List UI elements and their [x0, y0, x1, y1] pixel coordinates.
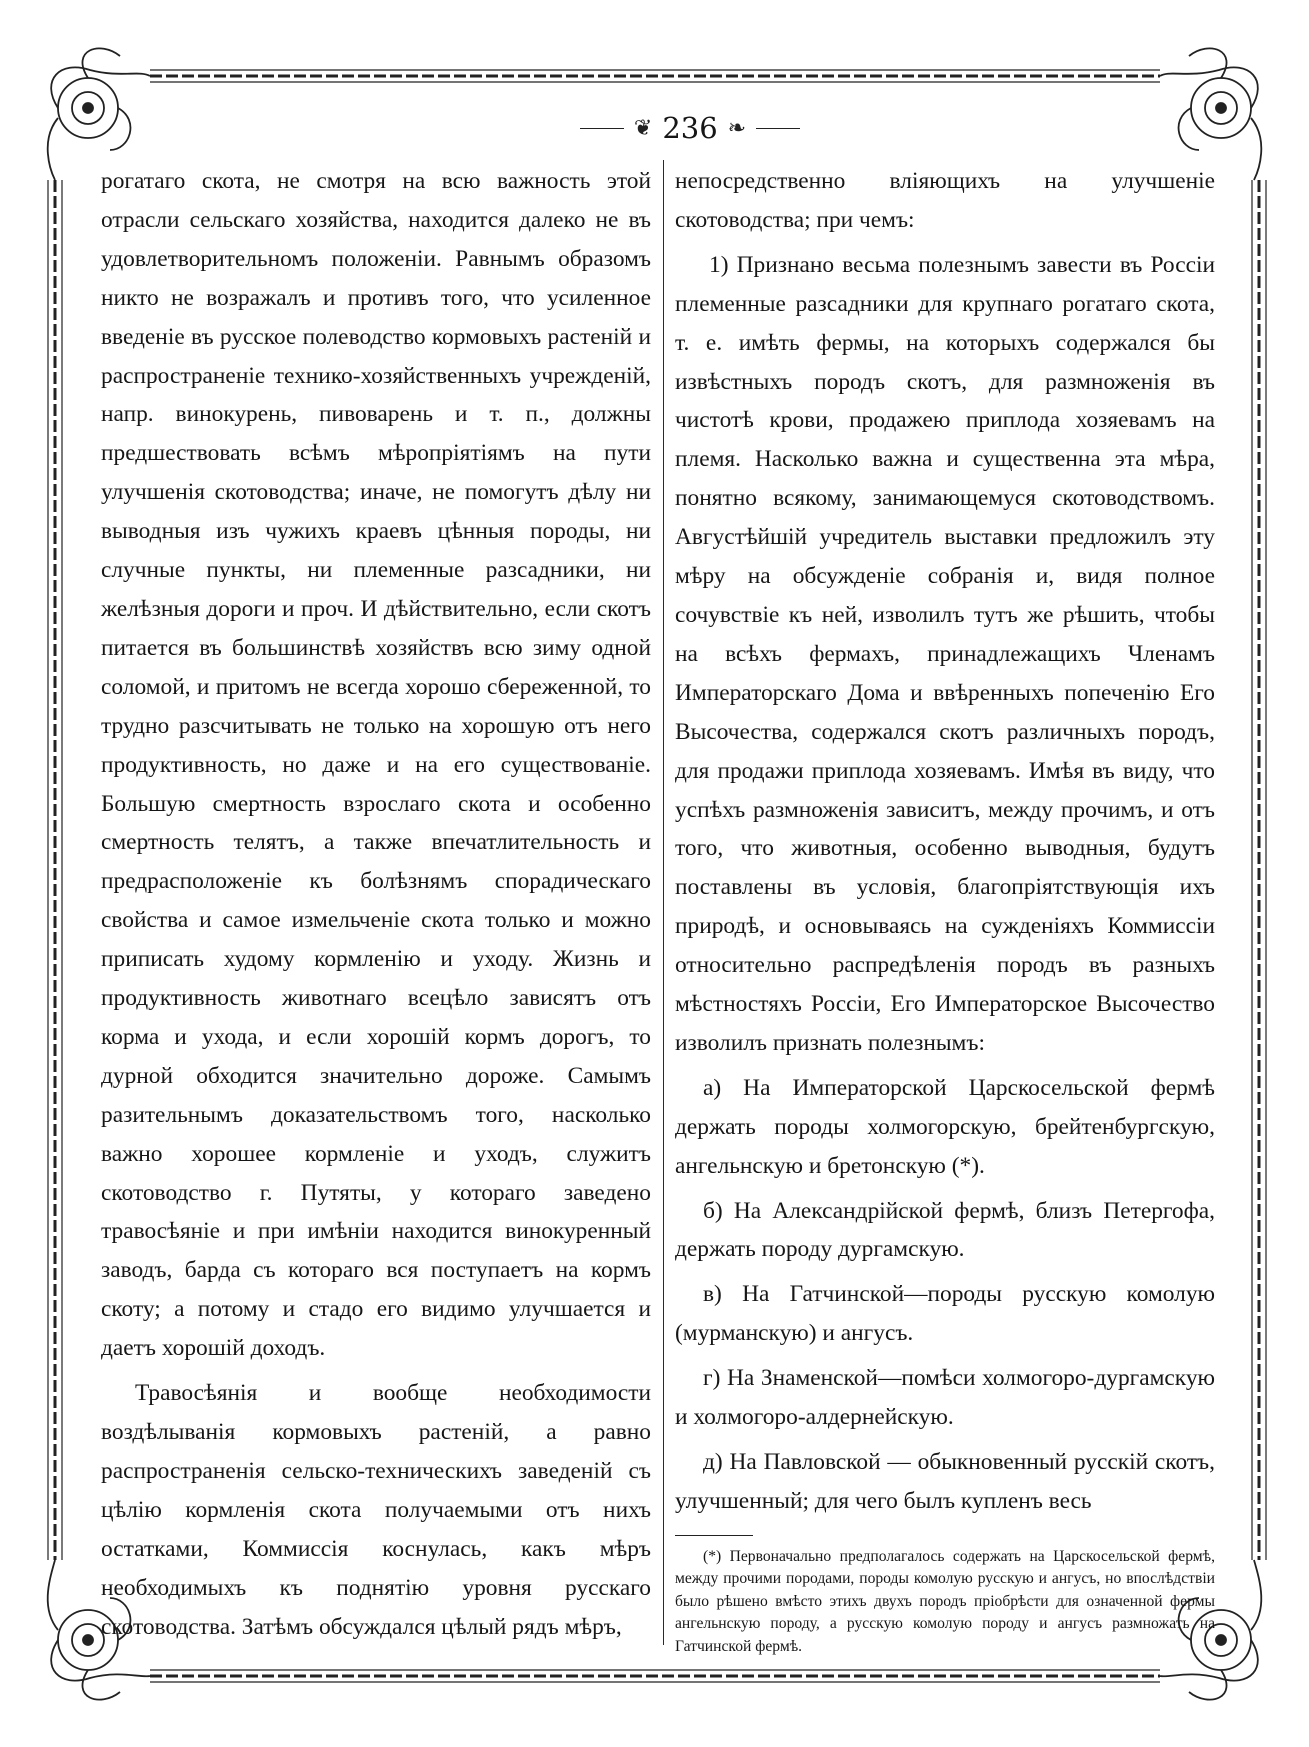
page-number: 236: [662, 111, 718, 145]
page-header: [540, 108, 840, 148]
fleuron-right-icon: ❧: [727, 115, 747, 141]
right-column: [675, 162, 1215, 1655]
right-intro: непосредственно вліяющихъ на улучшеніе скотоводства; при чемъ:: [675, 168, 1215, 233]
left-column: [101, 162, 651, 1642]
corner-ornament-top-left: [48, 48, 150, 180]
footnote: (*) Первоначально предполагалось содержать на Царскосельской фермѣ, между прочими породами, породы комолую русскую и ангусъ, но впослѣдствіи было рѣшено вмѣсто этихъ двухъ породъ пріобрѣсти для означенной фермы ангельнскую породу, а русскую комолую породу и ангусъ размножать на Гатчинской фермѣ.: [675, 1547, 1215, 1655]
footnote-rule: [675, 1535, 753, 1536]
list-item-a: а) На Императорской Царскосельской фермѣ держать породы холмогорскую, брейтенбургскую, ангельнскую и бретонскую (*).: [675, 1074, 1215, 1179]
left-paragraph-2: Травосѣянія и вообще необходимости воздѣлыванія кормовыхъ растеній, а равно распространенія сельско-техническихъ заведеній съ цѣлію кормленія скота получаемыми отъ нихъ остатками, Коммиссія коснулась, какъ мѣръ необходимыхъ къ поднятію уровня русскаго скотоводства. Затѣмъ обсуждался цѣлый рядъ мѣръ,: [101, 1380, 651, 1640]
list-item-b: б) На Александрійской фермѣ, близъ Петергофа, держать породу дургамскую.: [675, 1197, 1215, 1263]
left-paragraph-1: рогатаго скота, не смотря на всю важность этой отрасли сельскаго хозяйства, находится далеко не въ удовлетворительномъ положеніи. Равнымъ образомъ никто не возражалъ и противъ того, что усиленное введеніе въ русское полеводство кормовыхъ растеній и распространеніе технико-хозяйственныхъ учрежденій, напр. винокурень, пивоварень и т. п., должны предшествовать всѣмъ мѣропріятіямъ на пути улучшенія скотоводства; иначе, не помогутъ дѣлу ни выводныя изъ чужихъ краевъ цѣнныя породы, ни случные пункты, ни племенные разсадники, ни желѣзныя дороги и проч. И дѣйствительно, если скотъ питается въ большинствѣ хозяйствъ всю зиму одной соломой, и притомъ не всегда хорошо сбереженной, то трудно разсчитывать не только на хорошую отъ него продуктивность, но даже и на его существованіе. Большую смертность взрослаго скота и особенно смертность телятъ, а также впечатлительность и предрасположеніе къ болѣзнямъ спорадическаго свойства и самое измельченіе скота только и можно приписать худому кормленію и уходу. Жизнь и продуктивность животнаго всецѣло зависятъ отъ корма и ухода, и если хорошій кормъ дорогъ, то дурной обходится значительно дороже. Самымъ разительнымъ доказательствомъ того, насколько важно хорошее кормленіе и уходъ, служитъ скотоводство г. Путяты, у котораго заведено травосѣяніе и при имѣніи находится винокуренный заводъ, барда съ котораго вся поступаетъ на кормъ скоту; а потому и стадо его видимо улучшается и даетъ хорошій доходъ.: [101, 168, 651, 1362]
header-rule-left: [580, 128, 624, 129]
column-divider: [663, 160, 664, 1645]
fleuron-left-icon: ❦: [633, 115, 653, 141]
list-item-g: г) На Знаменской—помѣси холмогоро-дургамскую и холмогоро-алдернейскую.: [675, 1365, 1215, 1431]
list-item-d: д) На Павловской — обыкновенный русскій скотъ, улучшенный; для чего былъ купленъ весь: [675, 1449, 1215, 1514]
list-item-v: в) На Гатчинской—породы русскую комолую (мурманскую) и ангусъ.: [675, 1281, 1215, 1347]
right-point-1: 1) Признано весьма полезнымъ завести въ Россіи племенные разсадники для крупнаго рогатаго скота, т. е. имѣть фермы, на которыхъ содержался бы извѣстныхъ породъ скотъ, для размноженія въ чистотѣ крови, продажею приплода хозяевамъ на племя. Насколько важна и существенна эта мѣра, понятно всякому, занимающемуся скотоводствомъ. Августѣйшій учредитель выставки предложилъ эту мѣру на обсужденіе собранія и, видя полное сочувствіе къ ней, изволилъ тутъ же рѣшить, чтобы на всѣхъ фермахъ, принадлежащихъ Членамъ Императорскаго Дома и ввѣренныхъ попеченію Его Высочества, содержался скотъ различныхъ породъ, для продажи приплода хозяевамъ. Имѣя въ виду, что успѣхъ размноженія зависитъ, между прочимъ, и отъ того, что животныя, особенно выводныя, будутъ поставлены въ условія, благопріятствующія ихъ природѣ, и основываясь на сужденіяхъ Коммиссіи относительно распредѣленія породъ въ разныхъ мѣстностяхъ Россіи, Его Императорское Высочество изволилъ признать полезнымъ:: [675, 251, 1215, 1056]
header-rule-right: [756, 128, 800, 129]
corner-ornament-top-right: [1160, 48, 1261, 180]
